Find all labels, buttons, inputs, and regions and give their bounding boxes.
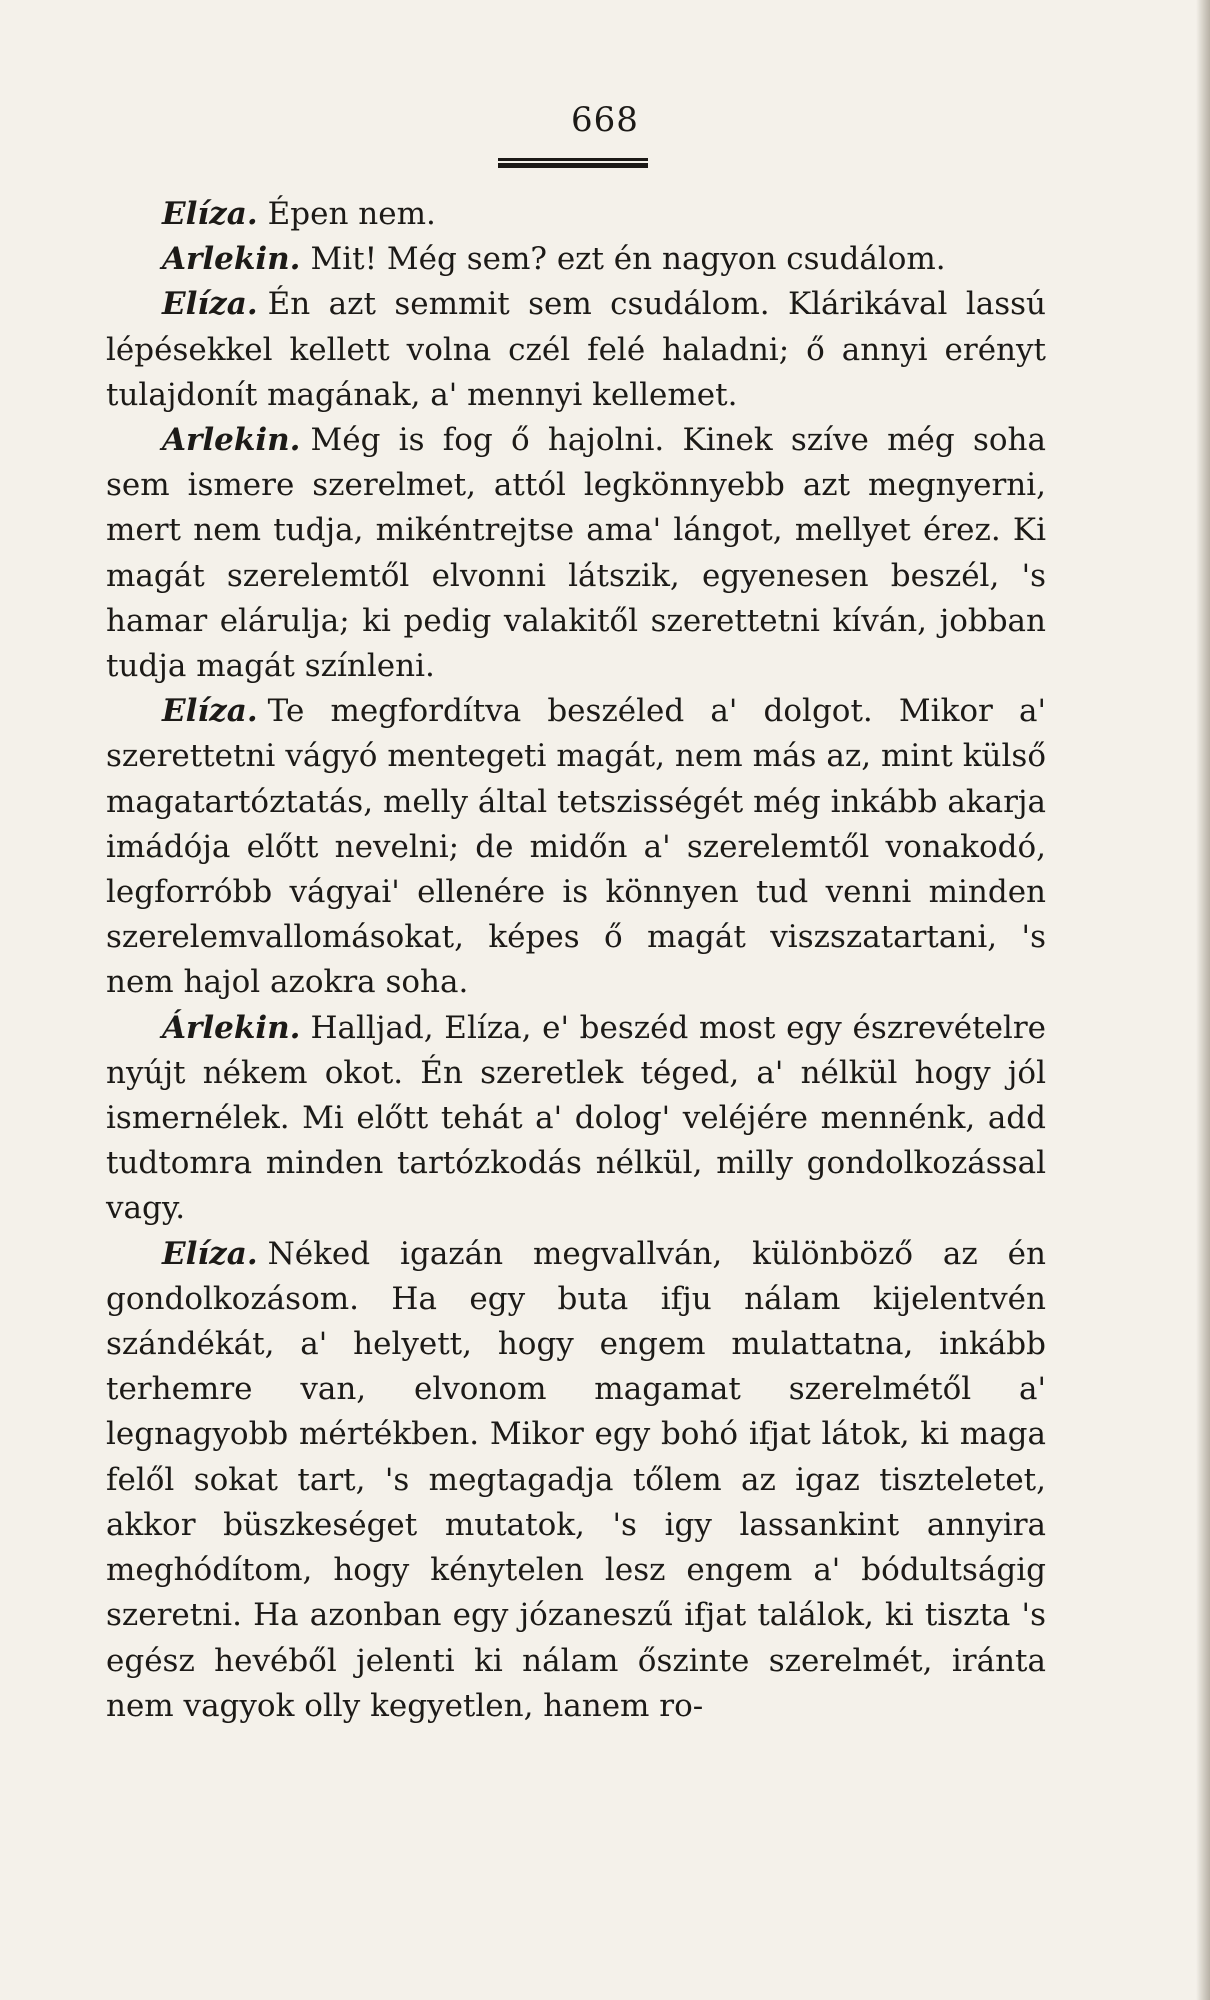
speaker-name: Elíza. bbox=[162, 1235, 258, 1272]
dialogue-paragraph bbox=[106, 237, 1046, 282]
dialogue-text: Néked igazán megvallván, különböző az én gondolkozásom. Ha egy buta ifju nálam kijelentvén szándékát, a' helyett, hogy engem mulattatna, inkább terhemre van, elvonom magamat szerelmétől a' legnagyobb mértékben. Mikor egy bohó ifjat látok, ki maga felől sokat tart, 's megtagadja tőlem az igaz tiszteletet, akkor büszkeséget mutatok, 's igy lassankint annyira meghódítom, hogy kénytelen lesz engem a' bódultságig szeretni. Ha azonban egy józaneszű ifjat találok, ki tiszta 's egész hevéből jelenti ki nálam őszinte szerelmét, iránta nem vagyok olly kegyetlen, hanem ro- bbox=[106, 1235, 1046, 1724]
dialogue-paragraph bbox=[106, 689, 1046, 1005]
dialogue-paragraph bbox=[106, 282, 1046, 418]
speaker-name: Elíza. bbox=[162, 286, 258, 323]
dialogue-text: Mit! Még sem? ezt én nagyon csudálom. bbox=[310, 241, 946, 278]
dialogue-paragraph bbox=[106, 1232, 1046, 1729]
page-edge-shadow bbox=[1196, 0, 1210, 2000]
dialogue-text: Halljad, Elíza, e' beszéd most egy észrevételre nyújt nékem okot. Én szeretlek téged, a' nélkül hogy jól ismernélek. Mi előtt tehát a' dolog' veléjére mennénk, add tudtomra minden tartózkodás nélkül, milly gondolkozással vagy. bbox=[106, 1009, 1046, 1227]
page-number: 668 bbox=[571, 100, 639, 140]
dialogue-text: Még is fog ő hajolni. Kinek szíve még soha sem ismere szerelmet, attól legkönnyebb azt megnyerni, mert nem tudja, mikéntrejtse ama' lángot, mellyet érez. Ki magát szerelemtől elvonni látszik, egyenesen beszél, 's hamar elárulja; ki pedig valakitől szerettetni kíván, jobban tudja magát színleni. bbox=[106, 422, 1046, 685]
dialogue-paragraph bbox=[106, 1006, 1046, 1232]
dialogue-text: Épen nem. bbox=[267, 196, 436, 232]
speaker-name: Elíza. bbox=[162, 693, 258, 730]
speaker-name: Árlekin. bbox=[162, 1009, 301, 1046]
speaker-name: Elíza. bbox=[162, 196, 258, 232]
dialogue-paragraph bbox=[106, 418, 1046, 689]
speaker-name: Arlekin. bbox=[162, 241, 301, 278]
page-text bbox=[106, 192, 1046, 1729]
speaker-name: Arlekin. bbox=[162, 422, 301, 459]
dialogue-text: Én azt semmit sem csudálom. Klárikával lassú lépésekkel kellett volna czél felé haladni; ő annyi erényt tulajdonít magának, a' mennyi kellemet. bbox=[106, 286, 1046, 413]
dialogue-paragraph bbox=[106, 192, 1046, 237]
dialogue-text: Te megfordítva beszéled a' dolgot. Mikor a' szerettetni vágyó mentegeti magát, nem más az, mint külső magatartóztatás, melly által tetszisségét még inkább akarja imádója előtt nevelni; de midőn a' szerelemtől vonakodó, legforróbb vágyai' ellenére is könnyen tud venni minden szerelemvallomásokat, képes ő magát viszszatartani, 's nem hajol azokra soha. bbox=[106, 693, 1046, 1001]
header-rule bbox=[498, 158, 648, 168]
